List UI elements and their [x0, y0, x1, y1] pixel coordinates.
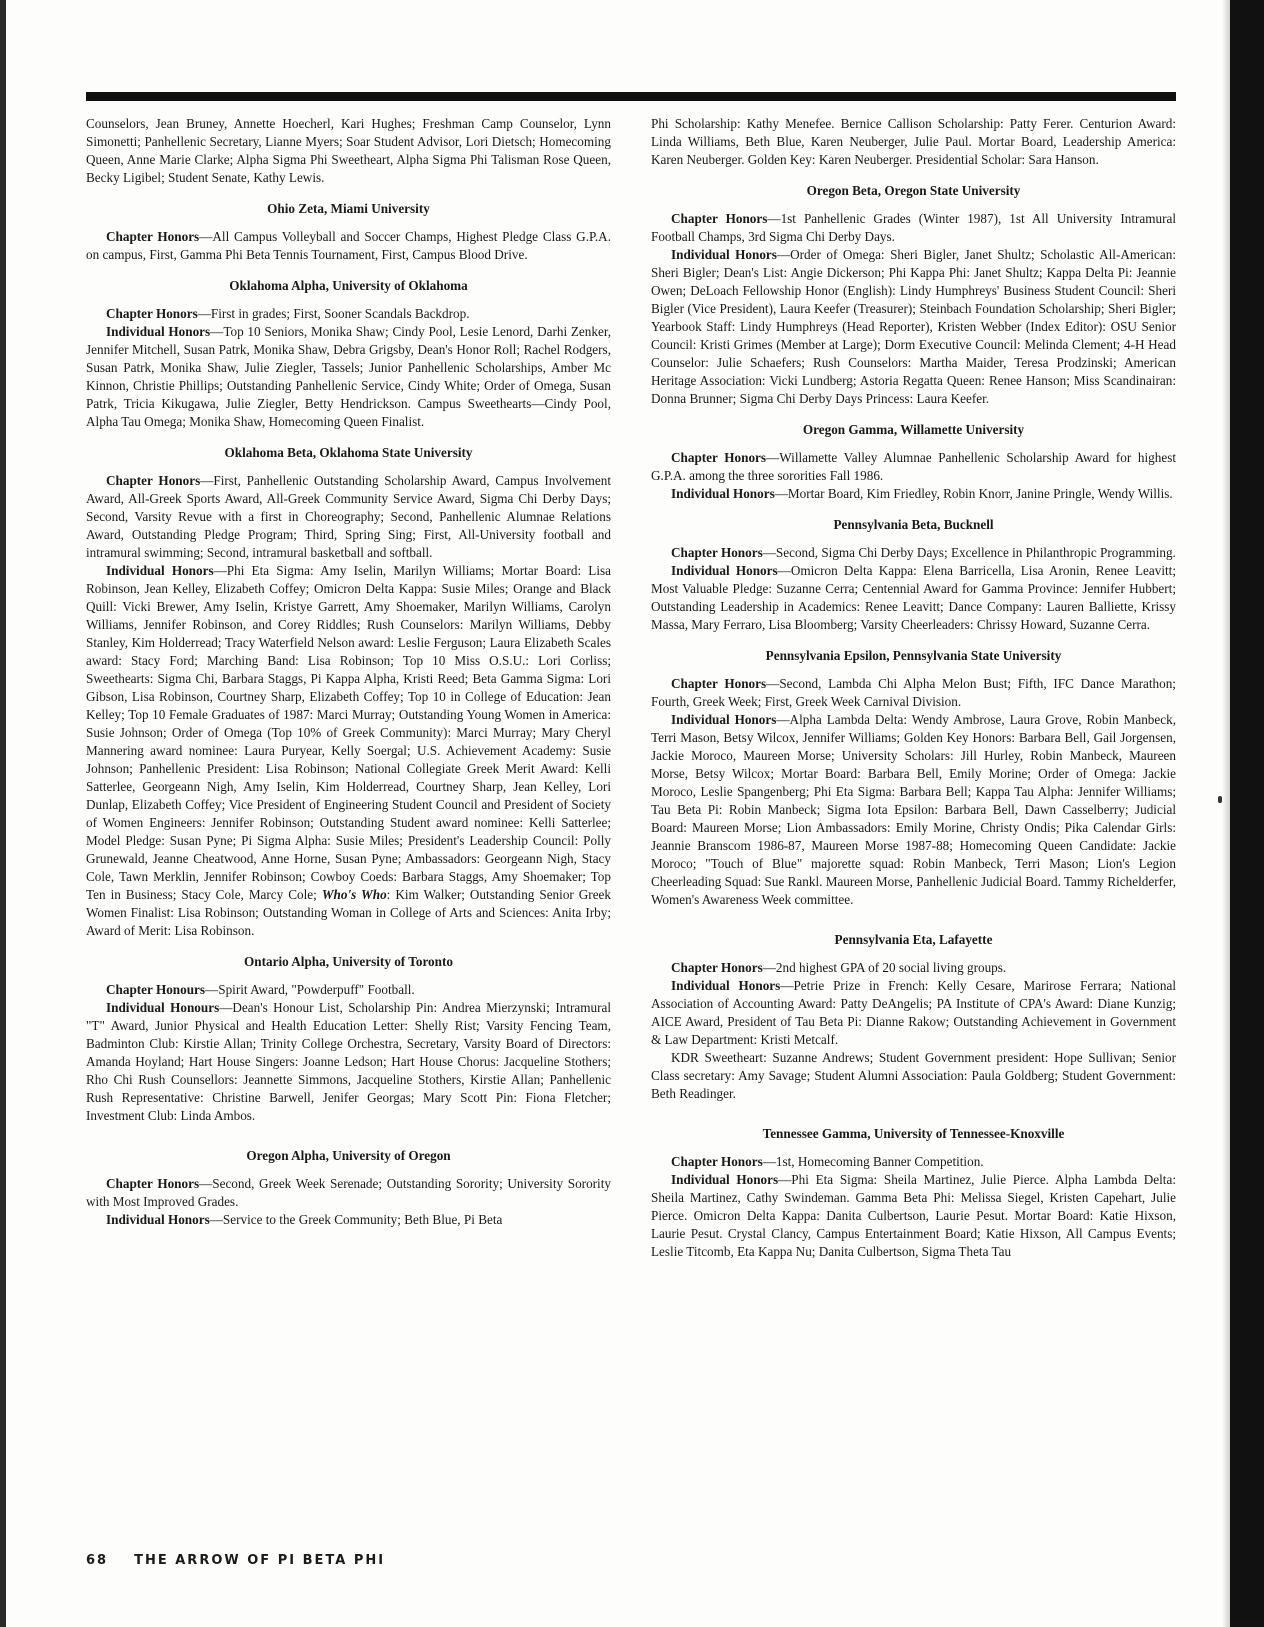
individual-honors-oregon-gamma: Individual Honors—Mortar Board, Kim Friedley, Robin Knorr, Janine Pringle, Wendy Willis. [671, 486, 1173, 501]
header-rule [86, 92, 1176, 101]
section-heading-pennsylvania-epsilon: Pennsylvania Epsilon, Pennsylvania State University [765, 648, 1062, 663]
section-heading-pennsylvania-eta: Pennsylvania Eta, Lafayette [834, 932, 993, 947]
section-heading-oregon-gamma: Oregon Gamma, Willamette University [802, 422, 1025, 437]
individual-honors-ontario-alpha: Individual Honours—Dean's Honour List, Scholarship Pin: Andrea Mierzynski; Intramural "T" Award, Junior Physical and Health Education Letter: Shelly Rist; Varsity Fencing Team, Badminton Club: Kirstie Allan; Trinity College Orchestra, Secretary, Varsity Board of Directors: Amanda Hoyland; Hart House Singers: Joanne Ledson; Hart House Chorus: Jacqueline Stothers; Rho Chi Rush Counsellors: Jeannette Simmons, Jacqueline Stothers, Kirstie Allan; Panhellenic Rush Representative: Christine Barwell, Jenifer Georgas; Mary Scott Pin: Fiona Fletcher; Investment Club: Linda Ambos. [86, 1000, 611, 1123]
right-column [651, 115, 1176, 1261]
individual-honors-pennsylvania-beta: Individual Honors—Omicron Delta Kappa: Elena Barricella, Lisa Aronin, Renee Leavitt; Most Valuable Pledge: Suzanne Cerra; Centennial Award for Gamma Province: Jennifer Hubbert; Outstanding Leadership in Academics: Renee Leavitt; Dance Company: Lauren Balliette, Krissy Massa, Mary Ferraro, Lisa Bloomberg; Varsity Cheerleaders: Chrissy Howard, Suzanne Cerra. [651, 563, 1176, 632]
chapter-honors-oklahoma-beta: Chapter Honors—First, Panhellenic Outstanding Scholarship Award, Campus Involvement Award, All-Greek Sports Award, All-Greek Community Service Award, Sigma Chi Derby Days; Second, Varsity Revue with a first in Choreography; Second, Panhellenic Alumnae Relations Award, Outstanding Pledge Program; Third, Spring Sing; First, All-University football and intramural swimming; Second, intramural basketball and softball. [86, 473, 611, 560]
individual-honors-pennsylvania-eta: Individual Honors—Petrie Prize in French: Kelly Cesare, Marirose Ferrara; National Association of Accounting Award: Patty DeAngelis; PA Institute of CPA's Award: Diane Kunzig; AICE Award, President of Tau Beta Pi: Dianne Rakow; Outstanding Achievement in Government & Law Department: Kristi Metcalf. [651, 978, 1176, 1047]
section-heading-oklahoma-beta: Oklahoma Beta, Oklahoma State University [224, 445, 473, 460]
section-heading-ontario-alpha: Ontario Alpha, University of Toronto [244, 954, 453, 969]
individual-honors-oklahoma-alpha: Individual Honors—Top 10 Seniors, Monika Shaw; Cindy Pool, Lesie Lenord, Darhi Zenker, Jennifer Mitchell, Susan Patrk, Monika Shaw, Debra Grigsby, Dean's Honor Roll; Rachel Rodgers, Susan Patrk, Monika Shaw, Julie Ziegler, Tassels; Junior Panhellenic Scholarships, Amber Mc Kinnon, Christie Phillips; Outstanding Panhellenic Service, Cindy White; Order of Omega, Susan Patrk, Tricia Kikugawa, Julie Ziegler, Betty Hendrickson. Campus Sweethearts—Cindy Pool, Alpha Tau Omega; Monika Shaw, Homecoming Queen Finalist. [86, 324, 611, 429]
chapter-honors-ohio-zeta: Chapter Honors—All Campus Volleyball and Soccer Champs, Highest Pledge Class G.P.A. on campus, First, Gamma Phi Beta Tennis Tournament, First, Campus Blood Drive. [86, 229, 611, 262]
individual-honors-tennessee-gamma: Individual Honors—Phi Eta Sigma: Sheila Martinez, Julie Pierce. Alpha Lambda Delta: Sheila Martinez, Cathy Swindeman. Gamma Beta Phi: Melissa Siegel, Kristen Capehart, Julie Pierce. Omicron Delta Kappa: Danita Culbertson, Laurie Pesut. Mortar Board: Katie Hixson, Laurie Pesut. Crystal Clancy, Campus Entertainment Board; Katie Hixson, All Campus Events; Leslie Titcomb, Eta Kappa Nu; Danita Culbertson, Sigma Theta Tau [651, 1172, 1176, 1259]
left-column [86, 115, 611, 1229]
chapter-honors-ontario-alpha: Chapter Honours—Spirit Award, "Powderpuff" Football. [106, 982, 415, 997]
section-heading-ohio-zeta: Ohio Zeta, Miami University [267, 201, 430, 216]
scan-edge-right [1230, 0, 1264, 1627]
chapter-honors-oregon-alpha: Chapter Honors—Second, Greek Week Serenade; Outstanding Sorority; University Sorority with Most Improved Grades. [86, 1176, 611, 1209]
continued-paragraph: Counselors, Jean Bruney, Annette Hoecherl, Kari Hughes; Freshman Camp Counselor, Lynn Simonetti; Panhellenic Secretary, Lianne Myers; Soar Student Advisor, Lori Dietsch; Homecoming Queen, Anne Marie Clarke; Alpha Sigma Phi Sweetheart, Alpha Sigma Phi Talisman Rose Queen, Becky Ligibel; Student Senate, Kathy Lewis. [86, 116, 611, 185]
chapter-honors-oregon-gamma: Chapter Honors—Willamette Valley Alumnae Panhellenic Scholarship Award for highest G.P.A. among the three sororities Fall 1986. [651, 450, 1176, 483]
chapter-honors-oklahoma-alpha: Chapter Honors—First in grades; First, Sooner Scandals Backdrop. [106, 306, 470, 321]
chapter-honors-pennsylvania-beta: Chapter Honors—Second, Sigma Chi Derby Days; Excellence in Philanthropic Programming. [671, 545, 1176, 560]
scan-speck [1218, 796, 1222, 803]
page-number: 68 [86, 1553, 109, 1568]
section-heading-pennsylvania-beta: Pennsylvania Beta, Bucknell [833, 517, 994, 532]
section-heading-tennessee-gamma: Tennessee Gamma, University of Tennessee-Knoxville [762, 1126, 1065, 1141]
scan-shadow-right [1222, 0, 1230, 1627]
chapter-honors-oregon-beta: Chapter Honors—1st Panhellenic Grades (Winter 1987), 1st All University Intramural Football Champs, 3rd Sigma Chi Derby Days. [651, 211, 1176, 244]
section-heading-oregon-beta: Oregon Beta, Oregon State University [806, 183, 1021, 198]
continued-paragraph-right: Phi Scholarship: Kathy Menefee. Bernice Callison Scholarship: Patty Ferer. Centurion Award: Linda Williams, Beth Blue, Karen Neuberger, Julie Paul. Mortar Board, Leadership America: Karen Neuberger. Golden Key: Karen Neuberger. Presidential Scholar: Sara Hanson. [651, 116, 1176, 167]
individual-honors-pennsylvania-epsilon: Individual Honors—Alpha Lambda Delta: Wendy Ambrose, Laura Grove, Robin Manbeck, Terri Mason, Betsy Wilcox, Jennifer Williams; Golden Key Honors: Barbara Bell, Gail Jorgensen, Jackie Moroco, Maureen Morse; University Scholars: Jill Hurley, Robin Manbeck, Maureen Morse, Betsy Wilcox; Mortar Board: Barbara Bell, Emily Morine; Order of Omega: Jackie Moroco, Leslie Spangenberg; Phi Eta Sigma: Barbara Bell; Kappa Tau Alpha: Jennifer Williams; Tau Beta Pi: Robin Manbeck; Sigma Iota Epsilon: Barbara Bell, Dawn Casselberry; Judicial Board: Maureen Morse; Lion Ambassadors: Emily Morine, Christy Ondis; Pika Calendar Girls: Jeannie Branscom 1986-87, Maureen Morse 1987-88; Homecoming Queen Candidate: Jackie Moroco; "Touch of Blue" majorette squad: Robin Manbeck, Terri Mason; Lion's Legion Cheerleading Squad: Sue Rankl. Maureen Morse, Panhellenic Judicial Board. Tammy Richelderfer, Women's Awareness Week committee. [651, 712, 1176, 907]
page-footer [86, 1553, 385, 1568]
scan-edge-left [0, 0, 6, 1627]
extra-honors-pennsylvania-eta: KDR Sweetheart: Suzanne Andrews; Student Government president: Hope Sullivan; Senior Class secretary: Amy Savage; Student Alumni Association: Paula Goldberg; Student Government: Beth Readinger. [651, 1050, 1176, 1101]
running-title: THE ARROW OF PI BETA PHI [134, 1553, 386, 1568]
individual-honors-oregon-alpha: Individual Honors—Service to the Greek Community; Beth Blue, Pi Beta [106, 1212, 503, 1227]
individual-honors-oregon-beta: Individual Honors—Order of Omega: Sheri Bigler, Janet Shultz; Scholastic All-American: Sheri Bigler; Dean's List: Angie Dickerson; Phi Kappa Phi: Janet Shultz; Kappa Delta Pi: Jeannie Owen; DeLoach Fellowship Honor (English): Lindy Humphreys' Business Student Council: Sheri Bigler (Vice President), Laura Keefer (Treasurer); Steinbach Foundation Scholarship; Sheri Bigler; Yearbook Staff: Lindy Humphreys (Head Reporter), Kristen Webber (Index Editor): OSU Senior Council: Kristi Grimes (Member at Large); Dorm Executive Council: Melinda Clement; 4-H Head Counselor: Julie Schaefers; Rush Counselors: Martha Maider, Teresa Prodzinski; American Heritage Association: Vicki Lundberg; Astoria Regatta Queen: Renee Hanson; Miss Scandinairan: Donna Brunner; Sigma Chi Derby Days Princess: Laura Keefer. [651, 247, 1176, 406]
individual-honors-oklahoma-beta: Individual Honors—Phi Eta Sigma: Amy Iselin, Marilyn Williams; Mortar Board: Lisa Robinson, Jean Kelley, Elizabeth Coffey; Omicron Delta Kappa: Susie Miles; Orange and Black Quill: Vicki Brewer, Amy Iselin, Kristye Garrett, Amy Shoemaker, Marilyn Williams, Carolyn Williams, Jennifer Robinson, and Corey Riddles; Rush Counselors: Marilyn Williams, Debby Stanley, Kim Holderread; Tracy Waterfield Nelson award: Leslie Ferguson; Laura Elizabeth Scales award: Stacy Ford; Marching Band: Lisa Robinson; Top 10 Miss O.S.U.: Lori Corliss; Sweethearts: Sigma Chi, Barbara Staggs, Pi Kappa Alpha, Kristi Reed; Beta Gamma Sigma: Lori Gibson, Lisa Robinson, Courtney Sharp, Elizabeth Coffey; Top 10 in College of Education: Jean Kelley; Top 10 Female Graduates of 1987: Marci Murray; Outstanding Young Women in America: Susie Johnson; Order of Omega (Top 10% of Greek Community): Marci Murray; Mary Cheryl Mannering award nominee: Laura Puryear, Kelly Soergal; U.S. Achievement Academy: Susie Johnson; Panhellenic President: Lisa Robinson; National Collegiate Greek Merit Award: Kelli Satterlee, Georgeann Nigh, Amy Iselin, Kim Holderread, Courtney Sharp, Jean Kelley, Lori Dunlap, Elizabeth Coffey; Vice President of Engineering Student Council and President of Society of Women Engineers: Jennifer Robinson; Outstanding Student award nominee: Kelli Satterlee; Model Pledge: Susan Pyne; Pi Sigma Alpha: Susie Miles; President's Leadership Council: Polly Grunewald, Jeanne Cheatwood, Anne Horne, Susan Pyne; Ambassadors: Georgeann Nigh, Stacy Cole, Tawn Merklin, Jennifer Robinson; Cowboy Coeds: Barbara Staggs, Amy Shoemaker; Top Ten in Business; Stacy Cole, Marcy Cole; Who's Who: Kim Walker; Outstanding Senior Greek Women Finalist: Lisa Robinson; Outstanding Woman in College of Arts and Sciences: Anita Irby; Award of Merit: Lisa Robinson. [86, 563, 612, 938]
chapter-honors-tennessee-gamma: Chapter Honors—1st, Homecoming Banner Competition. [671, 1154, 984, 1169]
section-heading-oklahoma-alpha: Oklahoma Alpha, University of Oklahoma [229, 278, 468, 293]
section-heading-oregon-alpha: Oregon Alpha, University of Oregon [246, 1148, 451, 1163]
chapter-honors-pennsylvania-eta: Chapter Honors—2nd highest GPA of 20 social living groups. [671, 960, 1007, 975]
chapter-honors-pennsylvania-epsilon: Chapter Honors—Second, Lambda Chi Alpha Melon Bust; Fifth, IFC Dance Marathon; Fourth, Greek Week; First, Greek Week Carnival Division. [651, 676, 1176, 709]
